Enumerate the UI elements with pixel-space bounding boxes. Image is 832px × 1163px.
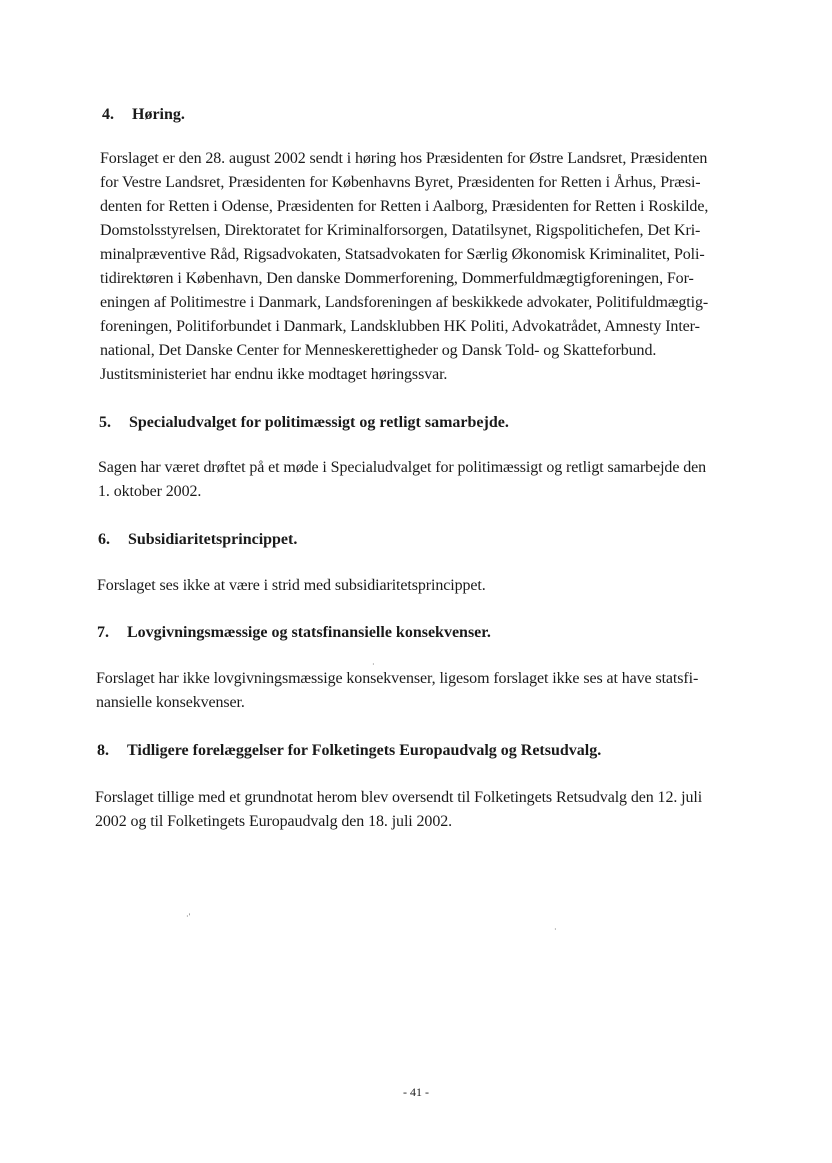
section-number: 5. [99,414,111,431]
paragraph-line: Forslaget er den 28. august 2002 sendt i høring hos Præsidenten for Østre Landsret, Præsidenten [100,150,708,167]
section-title: Lovgivningsmæssige og statsfinansielle konsekvenser. [127,624,491,641]
paragraph-line: denten for Retten i Odense, Præsidenten for Retten i Aalborg, Præsidenten for Retten i Roskilde, [100,198,709,215]
section-title: Tidligere forelæggelser for Folketingets Europaudvalg og Retsudvalg. [127,742,602,759]
paragraph-line: minalpræventive Råd, Rigsadvokaten, Statsadvokaten for Særlig Økonomisk Kriminalitet, Poli- [100,246,705,263]
paragraph-line: 2002 og til Folketingets Europaudvalg den 18. juli 2002. [95,813,453,830]
section-title: Høring. [132,106,185,123]
paragraph-line: Domstolsstyrelsen, Direktoratet for Kriminalforsorgen, Datatilsynet, Rigspolitichefen, Det Kri- [100,222,701,239]
paragraph-line: foreningen, Politiforbundet i Danmark, Landsklubben HK Politi, Advokatrådet, Amnesty Inter- [100,318,700,335]
paragraph-line: tidirektøren i København, Den danske Dommerforening, Dommerfuldmægtigforeningen, For- [100,270,694,287]
section-5-heading [99,414,509,432]
section-8-heading [97,742,601,760]
paragraph-line: Forslaget tillige med et grundnotat herom blev oversendt til Folketingets Retsudvalg den 12. juli [95,789,703,806]
section-number: 6. [98,531,110,548]
scan-speck: · [372,660,375,669]
paragraph-line: 1. oktober 2002. [98,483,202,500]
scan-speck: · [554,925,557,934]
paragraph-line: Forslaget ses ikke at være i strid med subsidiaritetsprincippet. [97,577,486,594]
paragraph-line: Justitsministeriet har endnu ikke modtaget høringssvar. [100,366,448,383]
section-title: Specialudvalget for politimæssigt og retligt samarbejde. [129,414,509,431]
section-number: 8. [97,742,109,759]
scan-speck: ·' [186,912,191,921]
paragraph-line: national, Det Danske Center for Menneskerettigheder og Dansk Told- og Skatteforbund. [100,342,657,359]
paragraph-line: nansielle konsekvenser. [96,694,245,711]
paragraph-line: Forslaget har ikke lovgivningsmæssige konsekvenser, ligesom forslaget ikke ses at have statsfi- [96,670,699,687]
paragraph-line: for Vestre Landsret, Præsidenten for Københavns Byret, Præsidenten for Retten i Århus, Præsi- [100,174,701,191]
section-7-heading [97,624,491,642]
section-title: Subsidiaritetsprincippet. [128,531,298,548]
page-number: - 41 - [403,1085,429,1099]
section-4-heading [102,106,185,124]
section-number: 4. [102,106,114,123]
paragraph-line: Sagen har været drøftet på et møde i Specialudvalget for politimæssigt og retligt samarbejde den [98,459,707,476]
paragraph-line: eningen af Politimestre i Danmark, Landsforeningen af beskikkede advokater, Politifuldmægtig- [100,294,709,311]
section-6-heading [98,531,297,549]
section-number: 7. [97,624,109,641]
